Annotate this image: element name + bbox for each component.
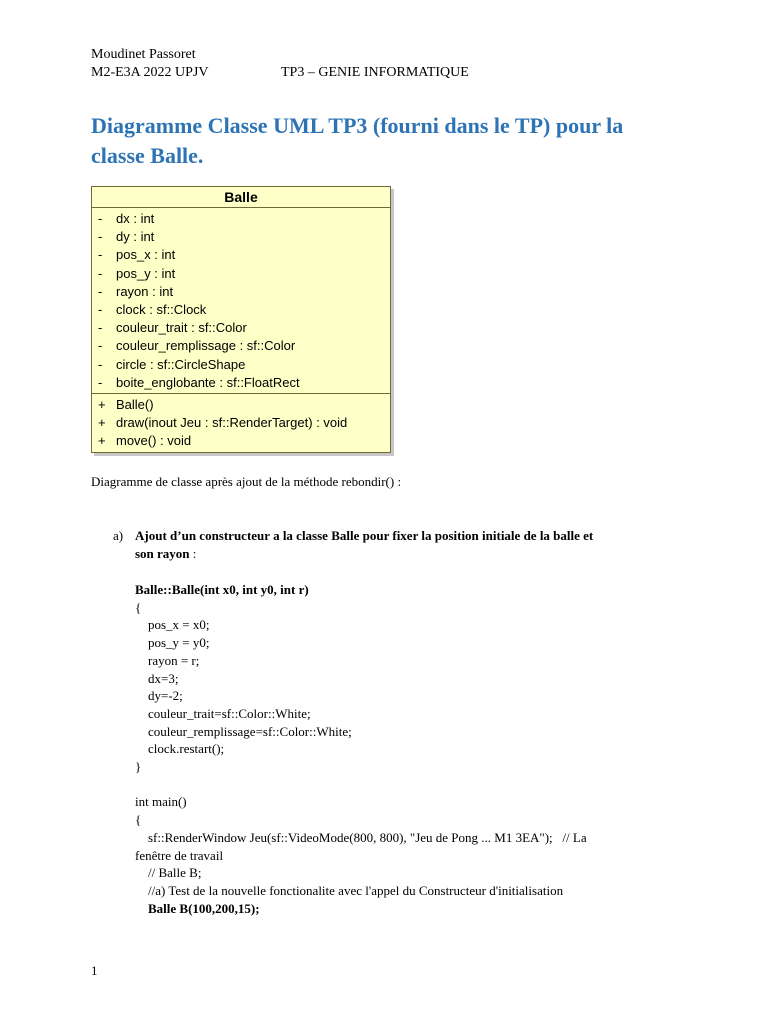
code-line: dy=-2; xyxy=(135,688,183,704)
code-line: { xyxy=(135,599,142,615)
code-line: couleur_remplissage=sf::Color::White; xyxy=(135,723,352,739)
diagram-caption: Diagramme de classe après ajout de la méthode rebondir() : xyxy=(91,474,402,489)
attributes-row xyxy=(92,301,390,319)
attributes-text: boite_englobante : sf::FloatRect xyxy=(116,374,300,390)
visibility-marker: - xyxy=(98,338,103,354)
visibility-marker: + xyxy=(98,415,106,431)
section-title-line2: classe Balle. xyxy=(91,143,204,168)
attributes-row xyxy=(92,228,390,246)
code-line: int main() xyxy=(135,794,187,810)
header-author: Moudinet Passoret xyxy=(91,47,196,62)
header-course: M2-E3A 2022 UPJV xyxy=(91,65,209,80)
attributes-row xyxy=(92,265,390,283)
code-line: pos_y = y0; xyxy=(135,635,210,651)
operations-row xyxy=(92,432,390,450)
code-line: //a) Test de la nouvelle fonctionalite avec l'appel du Constructeur d'initialisation xyxy=(135,882,564,898)
attributes-text: clock : sf::Clock xyxy=(116,301,207,317)
attributes-text: pos_y : int xyxy=(116,265,176,281)
attributes-text: pos_x : int xyxy=(116,247,176,263)
visibility-marker: - xyxy=(98,374,103,390)
uml-attributes xyxy=(92,208,390,394)
visibility-marker: - xyxy=(98,229,103,245)
item-a-question-line2 xyxy=(135,545,196,563)
operations-row xyxy=(92,396,390,414)
item-a-label: a) xyxy=(113,528,124,543)
item-a-question-rest: : xyxy=(189,546,197,561)
code-line: sf::RenderWindow Jeu(sf::VideoMode(800, 800), "Jeu de Pong ... M1 3EA"); // La xyxy=(135,829,587,845)
attributes-row xyxy=(92,319,390,337)
attributes-row xyxy=(92,337,390,355)
attributes-text: rayon : int xyxy=(116,283,174,299)
section-title xyxy=(91,111,691,171)
attributes-row xyxy=(92,374,390,392)
operations-text: Balle() xyxy=(116,396,154,412)
attributes-text: dy : int xyxy=(116,229,155,245)
code-line: // Balle B; xyxy=(135,865,202,881)
code-line: Balle::Balle(int x0, int y0, int r) xyxy=(135,582,309,597)
code-line: rayon = r; xyxy=(135,652,200,668)
visibility-marker: - xyxy=(98,320,103,336)
page-number: 1 xyxy=(91,963,98,978)
header-course-line xyxy=(91,64,469,81)
visibility-marker: - xyxy=(98,301,103,317)
operations-row xyxy=(92,414,390,432)
uml-class-name: Balle xyxy=(92,187,390,208)
visibility-marker: - xyxy=(98,283,103,299)
item-a-question-bold: son rayon xyxy=(135,546,190,561)
code-line: dx=3; xyxy=(135,670,179,686)
attributes-row xyxy=(92,246,390,264)
operations-text: move() : void xyxy=(116,433,192,449)
attributes-row xyxy=(92,356,390,374)
visibility-marker: - xyxy=(98,247,103,263)
visibility-marker: - xyxy=(98,211,103,226)
uml-class-diagram xyxy=(91,186,391,453)
visibility-marker: + xyxy=(98,433,106,449)
visibility-marker: + xyxy=(98,396,106,412)
code-line: fenêtre de travail xyxy=(135,847,224,863)
attributes-text: circle : sf::CircleShape xyxy=(116,356,246,372)
visibility-marker: - xyxy=(98,265,103,281)
code-line: couleur_trait=sf::Color::White; xyxy=(135,705,311,721)
code-line: pos_x = x0; xyxy=(135,617,210,633)
code-line: Balle B(100,200,15); xyxy=(135,900,260,916)
attributes-text: dx : int xyxy=(116,211,155,226)
attributes-text: couleur_trait : sf::Color xyxy=(116,320,247,336)
attributes-row xyxy=(92,210,390,228)
uml-operations xyxy=(92,394,390,453)
item-a-question-line1: Ajout d’un constructeur a la classe Balle pour fixer la position initiale de la balle et xyxy=(135,528,594,543)
visibility-marker: - xyxy=(98,356,103,372)
code-line: } xyxy=(135,759,142,774)
code-line: { xyxy=(135,812,142,828)
attributes-row xyxy=(92,283,390,301)
operations-text: draw(inout Jeu : sf::RenderTarget) : void xyxy=(116,415,348,431)
section-title-line1: Diagramme Classe UML TP3 (fourni dans le TP) pour la xyxy=(91,113,624,138)
code-line: clock.restart(); xyxy=(135,741,225,757)
header-subject: TP3 – GENIE INFORMATIQUE xyxy=(281,65,469,80)
attributes-text: couleur_remplissage : sf::Color xyxy=(116,338,296,354)
